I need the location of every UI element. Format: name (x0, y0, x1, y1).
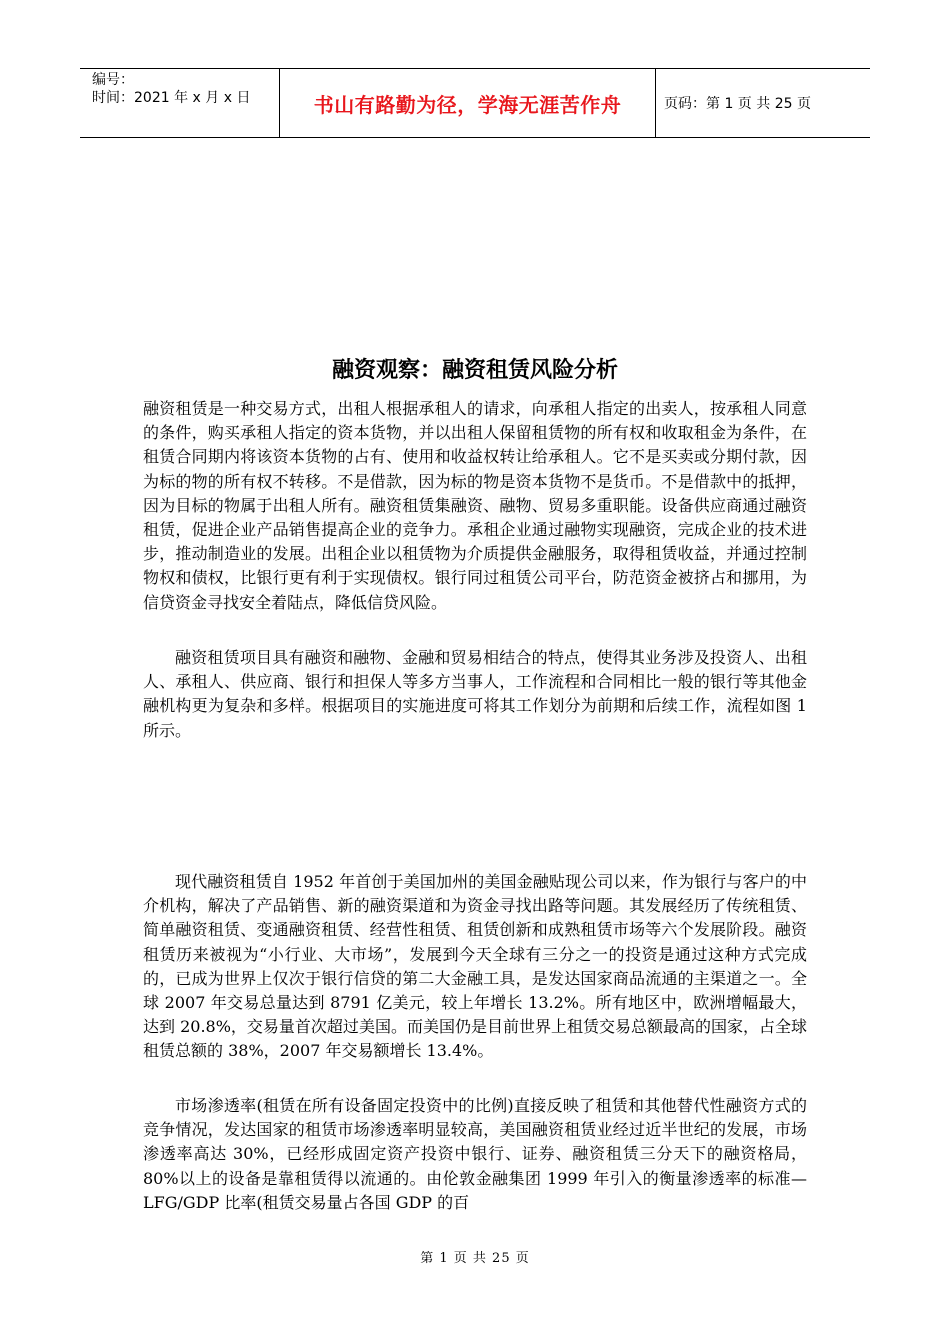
header-page-label: 页码：第 1 页 共 25 页 (664, 96, 811, 112)
header-table (80, 68, 870, 138)
paragraph: 融资租赁是一种交易方式，出租人根据承租人的请求，向承租人指定的出卖人，按承租人同意的条件，购买承租人指定的资本货物，并以出租人保留租赁物的所有权和收取租金为条件，在租赁合同期内将该资本货物的占有、使用和收益权转让给承租人。它不是买卖或分期付款，因为标的物的所有权不转移。不是借款，因为标的物是资本货物不是货币。不是借款中的抵押，因为目标的物属于出租人所有。融资租赁集融资、融物、贸易多重职能。设备供应商通过融资租赁，促进企业产品销售提高企业的竞争力。承租企业通过融物实现融资，完成企业的技术进步，推动制造业的发展。出租企业以租赁物为介质提供金融服务，取得租赁收益，并通过控制物权和债权，比银行更有利于实现债权。银行同过租赁公司平台，防范资金被挤占和挪用，为信贷资金寻找安全着陆点，降低信贷风险。 (143, 399, 807, 612)
paragraph: 融资租赁项目具有融资和融物、金融和贸易相结合的特点，使得其业务涉及投资人、出租人、承租人、供应商、银行和担保人等多方当事人，工作流程和合同相比一般的银行等其他金融机构更为复杂和多样。根据项目的实施进度可将其工作划分为前期和后续工作，流程如图 1 所示。 (143, 648, 807, 740)
paragraph: 现代融资租赁自 1952 年首创于美国加州的美国金融贴现公司以来，作为银行与客户的中介机构，解决了产品销售、新的融资渠道和为资金寻找出路等问题。其发展经历了传统租赁、简单融资租赁、变通融资租赁、经营性租赁、租赁创新和成熟租赁市场等六个发展阶段。融资租赁历来被视为“小行业、大市场”，发展到今天全球有三分之一的投资是通过这种方式完成的，已成为世界上仅次于银行信贷的第二大金融工具，是发达国家商品流通的主渠道之一。全球 2007 年交易总量达到 8791 亿美元，较上年增长 13.2%。所有地区中，欧洲增幅最大，达到 20.8%，交易量首次超过美国。而美国仍是目前世界上租赁交易总额最高的国家，占全球租赁总额的 38%，2007 年交易额增长 13.4%。 (143, 872, 807, 1061)
header-meta-cell (80, 69, 280, 137)
document-title: 融资观察：融资租赁风险分析 (331, 358, 618, 383)
page-footer: 第 1 页 共 25 页 (420, 1251, 530, 1266)
header-motto: 书山有路勤为径，学海无涯苦作舟 (280, 69, 656, 137)
paragraph: 市场渗透率(租赁在所有设备固定投资中的比例)直接反映了租赁和其他替代性融资方式的竞争情况，发达国家的租赁市场渗透率明显较高，美国融资租赁业经过近半世纪的发展，市场渗透率高达 30%，已经形成固定资产投资中银行、证券、融资租赁三分天下的融资格局，80%以上的设备是靠租赁得以流通的。由伦敦金融集团 1999 年引入的衡量渗透率的标准—LFG/GDP 比率(租赁交易量占各国 GDP 的百 (143, 1096, 807, 1212)
document-time-label: 时间：2021 年 x 月 x 日 (92, 90, 251, 106)
document-number-label: 编号： (92, 72, 134, 88)
